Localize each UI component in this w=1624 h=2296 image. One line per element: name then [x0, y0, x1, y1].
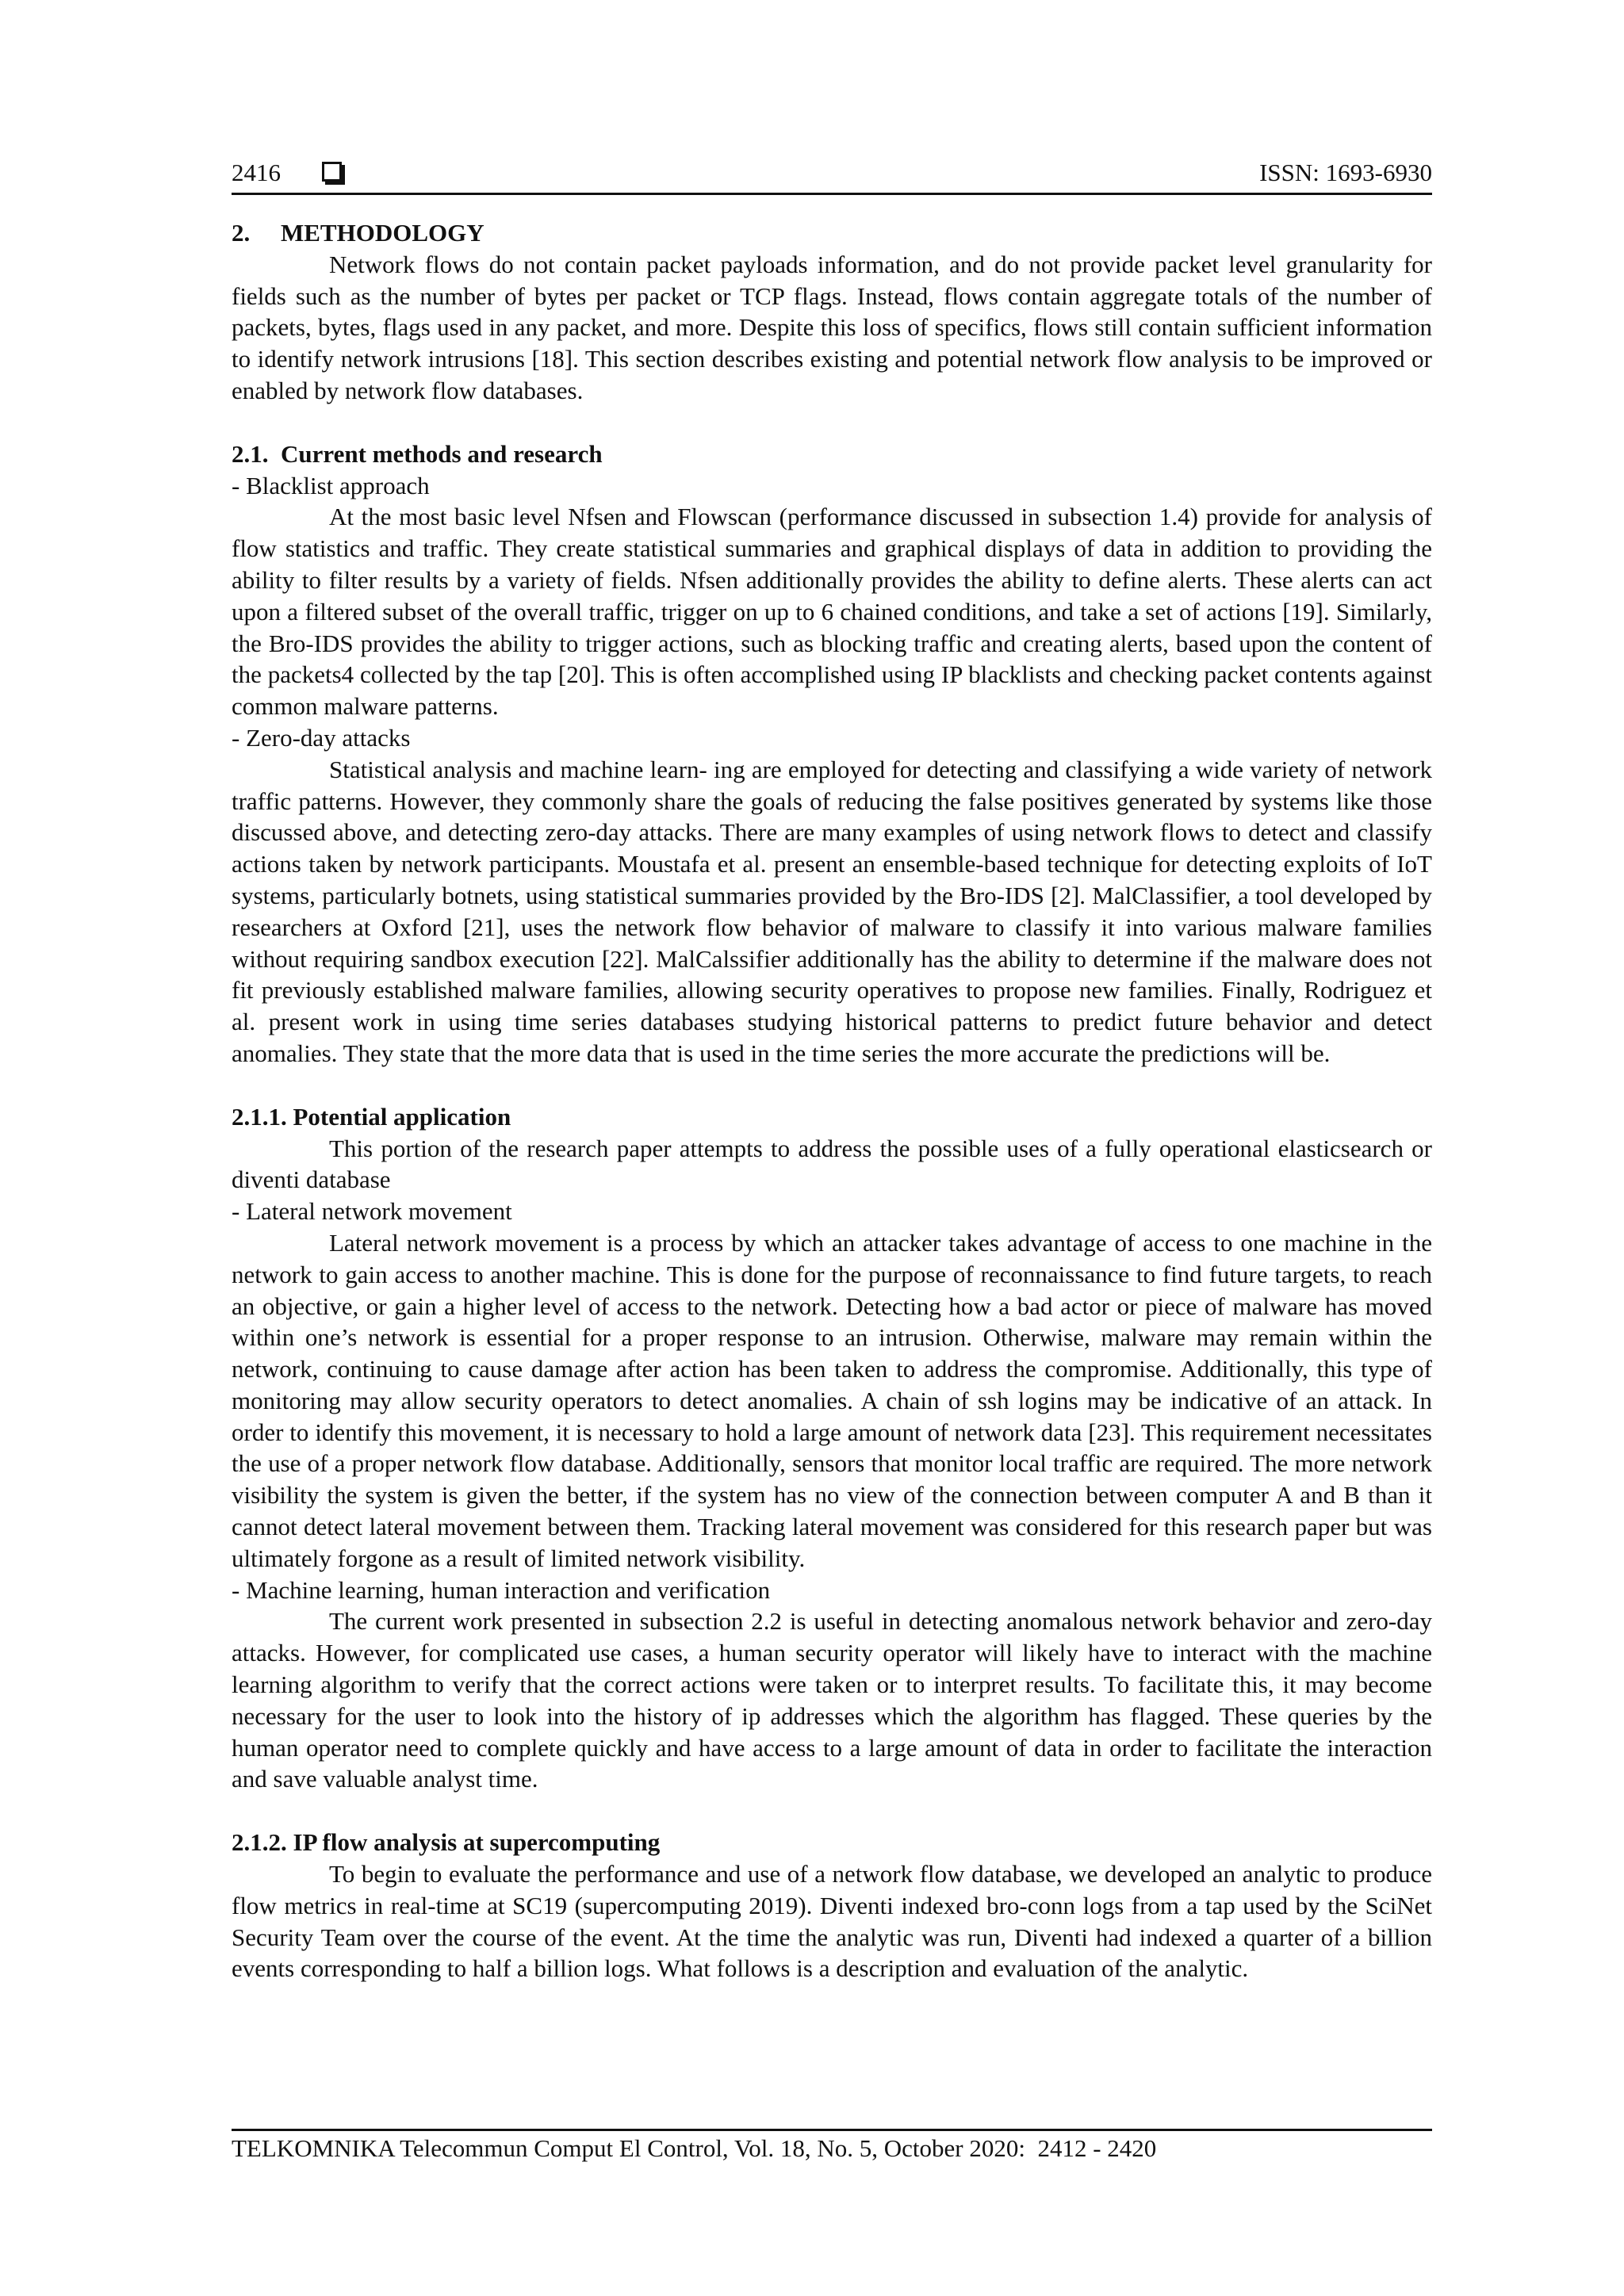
bullet-zero-day-attacks: - Zero-day attacks	[232, 723, 411, 752]
subsection-title-2-1: 2.1. Current methods and research	[232, 439, 603, 468]
ip-flow-analysis-paragraph: To begin to evaluate the performance and use of a network flow database, we developed an analytic to produce flow metrics in real-time at SC19 (supercomputing 2019). Diventi indexed bro-conn logs from a tap used by the SciNet Security Team over the course of the event. At the time the analytic was run, Diventi had indexed a quarter of a billion events corresponding to half a billion logs. What follows is a description and evaluation of the analytic.	[232, 1860, 1432, 1983]
footer-rule	[232, 2129, 1432, 2131]
bullet-lateral-network-movement: - Lateral network movement	[232, 1197, 512, 1226]
header-rule	[232, 193, 1432, 195]
running-header	[232, 157, 1432, 195]
article-body	[232, 217, 1432, 1984]
subsection-title-2-1-2: 2.1.2. IP flow analysis at supercomputing	[232, 1828, 661, 1857]
journal-citation-footer: TELKOMNIKA Telecommun Comput El Control, Vol. 18, No. 5, October 2020: 2412 - 2420	[232, 2134, 1157, 2162]
bullet-blacklist-approach: - Blacklist approach	[232, 471, 430, 499]
methodology-intro-paragraph: Network flows do not contain packet payloads information, and do not provide packet level granularity for fields such as the number of bytes per packet or TCP flags. Instead, flows contain aggregate totals of the number of packets, bytes, flags used in any packet, and more. Despite this loss of specifics, flows still contain sufficient information to identify network intrusions [18]. This section describes existing and potential network flow analysis to be improved or enabled by network flow databases.	[232, 250, 1432, 404]
blacklist-paragraph: At the most basic level Nfsen and Flowscan (performance discussed in subsection 1.4) provide for analysis of flow statistics and traffic. They create statistical summaries and graphical displays of data in addition to providing the ability to filter results by a variety of fields. Nfsen additionally provides the ability to define alerts. These alerts can act upon a filtered subset of the overall traffic, trigger on up to 6 chained conditions, and take a set of actions [19]. Similarly, the Bro-IDS provides the ability to trigger actions, such as blocking traffic and creating alerts, based upon the content of the packets4 collected by the tap [20]. This is often accomplished using IP blacklists and checking packet contents against common malware patterns.	[232, 503, 1432, 721]
machine-learning-paragraph: The current work presented in subsection 2.2 is useful in detecting anomalous network behavior and zero-day attacks. However, for complicated use cases, a human security operator will likely have to interact with the machine learning algorithm to verify that the correct actions were taken or to interpret results. To facilitate this, it may become necessary for the user to look into the history of ip addresses which the algorithm has flagged. These queries by the human operator need to complete quickly and have access to a large amount of data in order to facilitate the interaction and save valuable analyst time.	[232, 1607, 1432, 1793]
page-number: 2416	[232, 159, 281, 186]
issn: ISSN: 1693-6930	[1259, 159, 1432, 186]
subsection-title-2-1-1: 2.1.1. Potential application	[232, 1102, 511, 1131]
potential-application-intro: This portion of the research paper attempts to address the possible uses of a fully operational elasticsearch or diventi database	[232, 1134, 1432, 1194]
lateral-movement-paragraph: Lateral network movement is a process by which an attacker takes advantage of access to one machine in the network to gain access to another machine. This is done for the purpose of reconnaissance to find future targets, to reach an objective, or gain a higher level of access to the network. Detecting how a bad actor or piece of malware has moved within one’s network is essential for a proper response to an intrusion. Otherwise, malware may remain within the network, continuing to cause damage after action has been taken to address the compromise. Additionally, this type of monitoring may allow security operators to detect anomalies. A chain of ssh logins may be indicative of an attack. In order to identify this movement, it is necessary to hold a large amount of network data [23]. This requirement necessitates the use of a proper network flow database. Additionally, sensors that monitor local traffic are required. The more network visibility the system is given the better, if the system has no view of the connection between computer A and B than it cannot detect lateral movement between them. Tracking lateral movement was considered for this research paper but was ultimately forgone as a result of limited network visibility.	[232, 1228, 1432, 1572]
box-icon	[322, 162, 342, 182]
bullet-machine-learning: - Machine learning, human interaction and verification	[232, 1575, 771, 1604]
section-title-methodology: 2. METHODOLOGY	[232, 219, 485, 247]
zero-day-paragraph: Statistical analysis and machine learn- ing are employed for detecting and classifying a wide variety of network traffic patterns. However, they commonly share the goals of reducing the false positives generated by systems like those discussed above, and detecting zero-day attacks. There are many examples of using network flows to detect and classify actions taken by network participants. Moustafa et al. present an ensemble-based technique for detecting exploits of IoT systems, particularly botnets, using statistical summaries provided by the Bro-IDS [2]. MalClassifier, a tool developed by researchers at Oxford [21], uses the network flow behavior of malware to classify it into various malware families without requiring sandbox execution [22]. MalCalssifier additionally has the ability to determine if the malware does not fit previously established malware families, allowing security operatives to propose new families. Finally, Rodriguez et al. present work in using time series databases studying historical patterns to predict future behavior and detect anomalies. They state that the more data that is used in the time series the more accurate the predictions will be.	[232, 755, 1432, 1067]
